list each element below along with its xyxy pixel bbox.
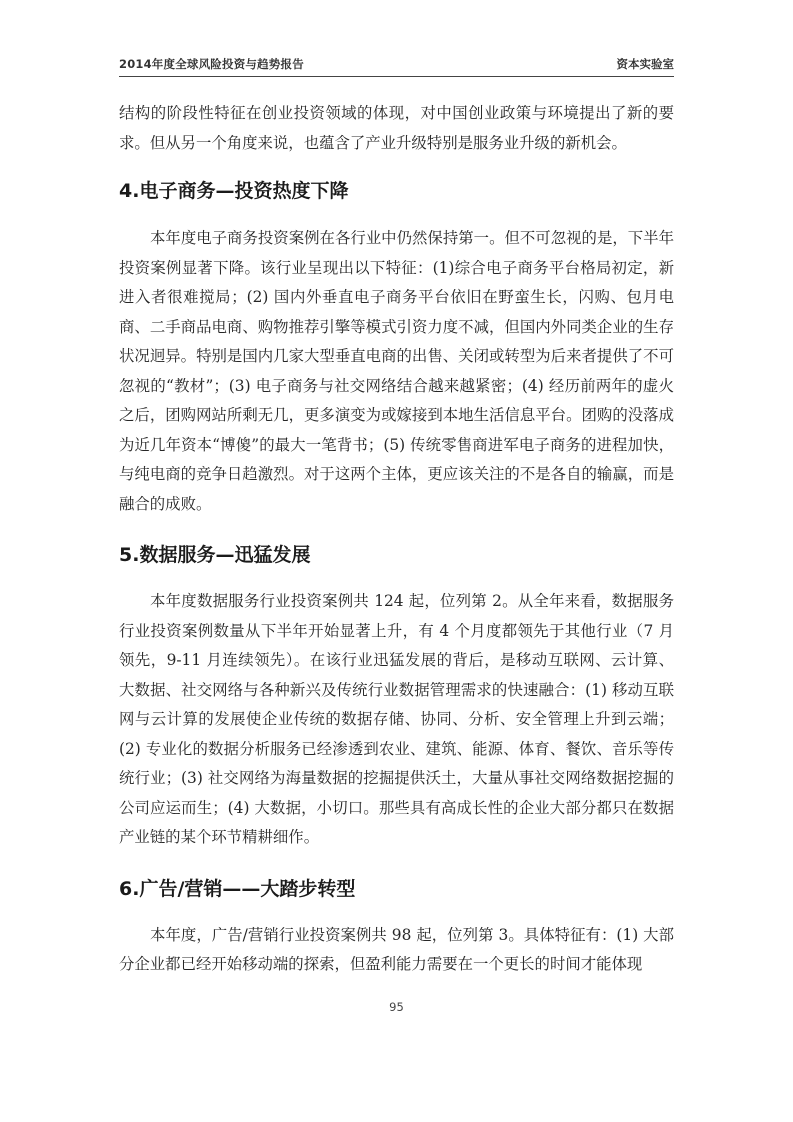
- brand-name: 资本实验室: [616, 57, 674, 71]
- intro-paragraph: 结构的阶段性特征在创业投资领域的体现，对中国创业政策与环境提出了新的要求。但从另一个角度来说，也蕴含了产业升级特别是服务业升级的新机会。: [119, 104, 674, 152]
- page-header: [119, 56, 674, 76]
- section-heading-ecommerce: 4.电子商务—投资热度下降: [119, 180, 349, 202]
- page-number: 95: [389, 1000, 404, 1014]
- header-divider: [119, 76, 674, 77]
- page-content: [119, 99, 674, 980]
- section-heading-advertising: 6.广告/营销——大踏步转型: [119, 877, 356, 900]
- section-heading-data-services: 5.数据服务—迅猛发展: [119, 544, 311, 566]
- section-paragraph-data-services: 本年度数据服务行业投资案例共 124 起，位列第 2。从全年来看，数据服务行业投资案例数量从下半年开始显著上升，有 4 个月度都领先于其他行业（7 月领先，9-11 月连续领先）。在该行业迅猛发展的背后，是移动互联网、云计算、大数据、社交网络与各种新兴及传统行业数据管理需求的快速融合：(1) 移动互联网与云计算的发展使企业传统的数据存储、协同、分析、安全管理上升到云端；(2) 专业化的数据分析服务已经渗透到农业、建筑、能源、体育、餐饮、音乐等传统行业；(3) 社交网络为海量数据的挖掘提供沃土，大量从事社交网络数据挖掘的公司应运而生；(4) 大数据，小切口。那些具有高成长性的企业大部分都只在数据产业链的某个环节精耕细作。: [119, 592, 674, 846]
- section-paragraph-ecommerce: 本年度电子商务投资案例在各行业中仍然保持第一。但不可忽视的是，下半年投资案例显著下降。该行业呈现出以下特征：(1)综合电子商务平台格局初定，新进入者很难搅局；(2) 国内外垂直电子商务平台依旧在野蛮生长，闪购、包月电商、二手商品电商、购物推荐引擎等模式引资力度不减，但国内外同类企业的生存状况迥异。特别是国内几家大型垂直电商的出售、关闭或转型为后来者提供了不可忽视的“教材”；(3) 电子商务与社交网络结合越来越紧密；(4) 经历前两年的虚火之后，团购网站所剩无几，更多演变为或嫁接到本地生活信息平台。团购的没落成为近几年资本“博傻”的最大一笔背书；(5) 传统零售商进军电子商务的进程加快，与纯电商的竞争日趋激烈。对于这两个主体，更应该关注的不是各自的输赢，而是融合的成败。: [119, 229, 674, 513]
- section-paragraph-advertising: 本年度，广告/营销行业投资案例共 98 起，位列第 3。具体特征有：(1) 大部分企业都已经开始移动端的探索，但盈利能力需要在一个更长的时间才能体现: [119, 925, 674, 973]
- report-title: 2014年度全球风险投资与趋势报告: [119, 57, 304, 71]
